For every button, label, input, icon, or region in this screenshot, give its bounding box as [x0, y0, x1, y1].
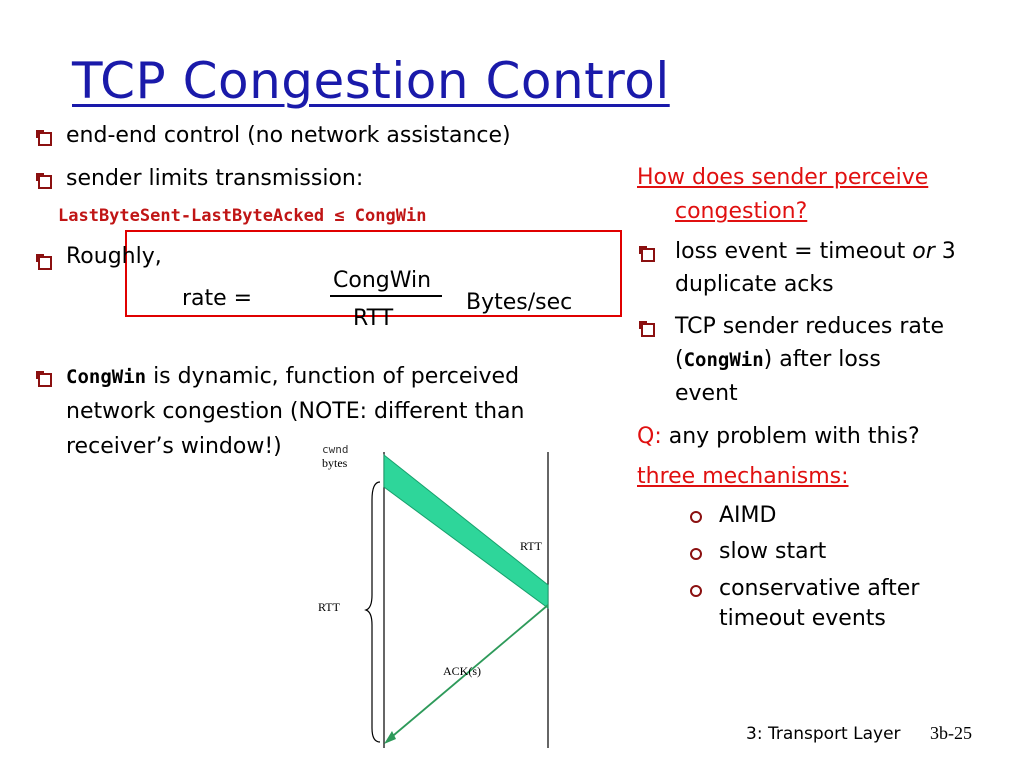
bullet-circle-icon — [690, 585, 702, 597]
q-problem: Q: any problem with this? — [637, 424, 920, 449]
mechanisms-heading: three mechanisms: — [637, 464, 849, 489]
bullet-congwin-dynamic: CongWin is dynamic, function of perceived — [66, 364, 520, 389]
bullet-tcp-sender-line2: (CongWin) after loss — [675, 347, 881, 372]
ack-arrowhead — [384, 731, 396, 744]
bullet-circle-icon — [690, 511, 702, 523]
bullet-sender-limits: sender limits transmission: — [66, 166, 364, 191]
bullet-loss-event: loss event = timeout or 3 — [675, 239, 956, 264]
mechanism-conservative: conservative after — [719, 576, 920, 601]
bullet-tcp-sender: TCP sender reduces rate — [675, 314, 945, 339]
page-title: TCP Congestion Control — [72, 52, 670, 110]
bullet-loss-event-line2: duplicate acks — [675, 272, 834, 297]
footer-page-number: 3b-25 — [930, 723, 972, 743]
rate-units: Bytes/sec — [466, 290, 573, 315]
rtt-brace — [366, 482, 380, 742]
data-segment-band — [384, 455, 548, 608]
mechanism-conservative-line2: timeout events — [719, 606, 886, 631]
bullet-icon — [641, 248, 655, 262]
bullet-circle-icon — [690, 548, 702, 560]
bullet-roughly: Roughly, — [66, 244, 162, 269]
congwin-code: CongWin — [683, 349, 764, 371]
bullet-tcp-sender-line3: event — [675, 381, 738, 406]
bullet-congwin-line3: receiver’s window!) — [66, 434, 282, 459]
bullet-end-end-control: end-end control (no network assistance) — [66, 123, 511, 148]
ack-label: ACK(s) — [443, 664, 481, 678]
footer-chapter: 3: Transport Layer — [746, 724, 901, 744]
bullet-congwin-line2: network congestion (NOTE: different than — [66, 399, 525, 424]
cwnd-label: cwnd — [322, 443, 349, 456]
rate-label: rate = — [182, 286, 253, 311]
rate-denominator: RTT — [353, 306, 394, 331]
congwin-formula: LastByteSent-LastByteAcked ≤ CongWin — [58, 206, 427, 226]
mechanism-slow-start: slow start — [719, 539, 827, 564]
question-heading-line2: congestion? — [675, 199, 808, 224]
question-heading: How does sender perceive — [637, 165, 929, 190]
bytes-label: bytes — [322, 456, 348, 470]
rate-numerator: CongWin — [333, 268, 432, 293]
rtt-left-label: RTT — [318, 600, 340, 614]
rtt-right-label: RTT — [520, 539, 542, 553]
congwin-code: CongWin — [66, 366, 147, 388]
bullet-icon — [641, 323, 655, 337]
mechanism-aimd: AIMD — [719, 503, 777, 528]
